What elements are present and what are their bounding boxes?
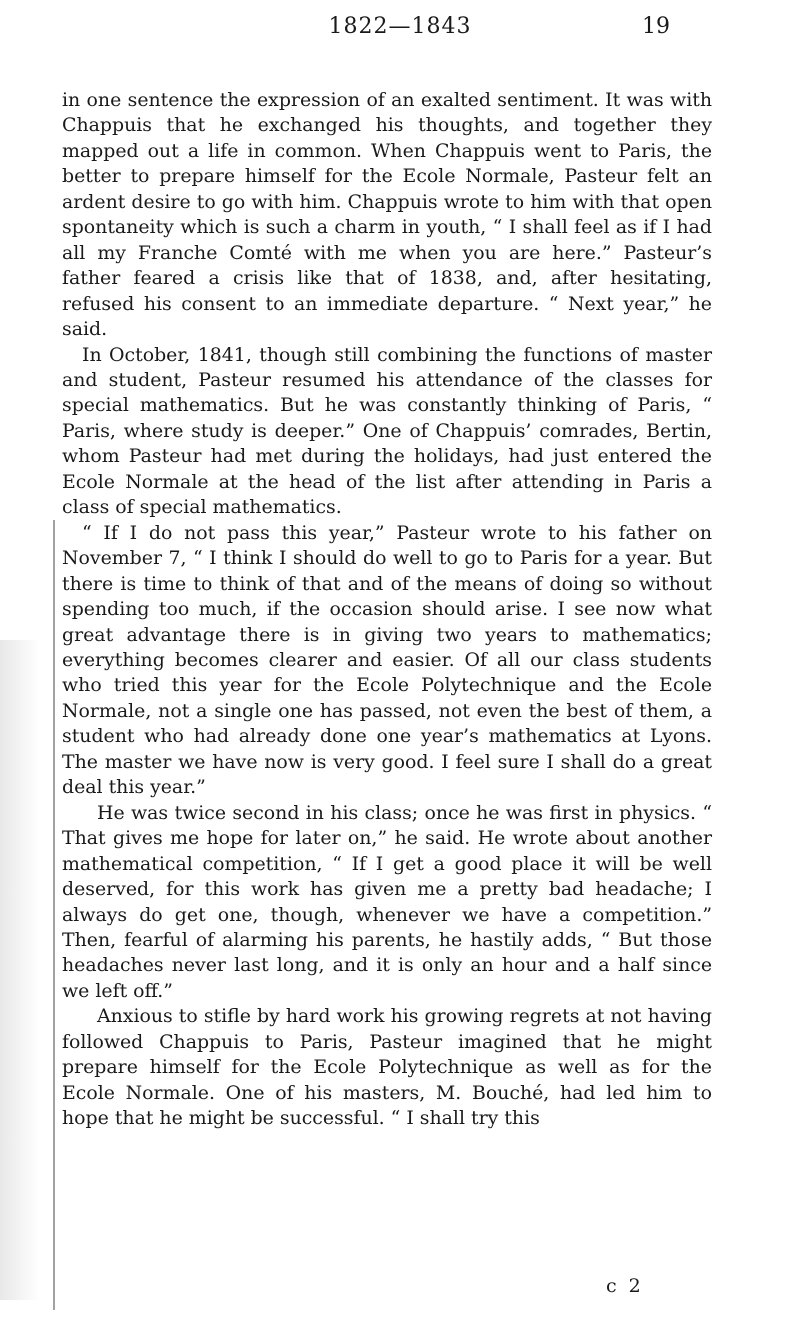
- paragraph: In October, 1841, though still combining the functions of master and student, Pasteur resumed his attendance of the classes for special mathematics. But he was constantly thinking of Paris, “ Paris, where study is deeper.” One of Chappuis’ comrades, Bertin, whom Pasteur had met during the holidays, had just entered the Ecole Normale at the head of the list after attending in Paris a class of special mathematics.: [62, 343, 712, 519]
- page-number: 19: [642, 14, 670, 39]
- paragraph: in one sentence the expression of an exalted sentiment. It was with Chappuis that he exchanged his thoughts, and together they mapped out a life in common. When Chappuis went to Paris, the better to prepare himself for the Ecole Normale, Pasteur felt an ardent desire to go with him. Chappuis wrote to him with that open spontaneity which is such a charm in youth, “ I shall feel as if I had all my Franche Comté with me when you are here.” Pasteur’s father feared a crisis like that of 1838, and, after hesitating, refused his consent to an immediate departure. “ Next year,” he said.: [62, 89, 712, 341]
- binding-shadow: [0, 640, 40, 1300]
- paragraph: “ If I do not pass this year,” Pasteur wrote to his father on November 7, “ I think I should do well to go to Paris for a year. But there is time to think of that and of the means of doing so without spending too much, if the occasion should arise. I see now what great advantage there is in giving two years to mathematics; everything becomes clearer and easier. Of all our class students who tried this year for the Ecole Polytechnique and the Ecole Normale, not a single one has passed, not even the best of them, a student who had already done one year’s mathematics at Lyons. The master we have now is very good. I feel sure I shall do a great deal this year.”: [62, 521, 712, 799]
- paragraph: Anxious to stifle by hard work his growing regrets at not having followed Chappuis to Paris, Pasteur imagined that he might prepare himself for the Ecole Polytechnique as well as for the Ecole Normale. One of his masters, M. Bouché, had led him to hope that he might be successful. “ I shall try this: [62, 1005, 712, 1130]
- running-head: 1822—1843: [328, 14, 472, 39]
- body-text: [62, 88, 712, 1132]
- margin-rule: [53, 520, 55, 1310]
- signature-mark: c 2: [606, 1275, 644, 1297]
- page-header: [0, 6, 800, 46]
- paragraph: He was twice second in his class; once he was first in physics. “ That gives me hope for later on,” he said. He wrote about another mathematical competition, “ If I get a good place it will be well deserved, for this work has given me a pretty bad headache; I always do get one, though, whenever we have a competition.” Then, fearful of alarming his parents, he hastily adds, “ But those headaches never last long, and it is only an hour and a half since we left off.”: [62, 801, 712, 1002]
